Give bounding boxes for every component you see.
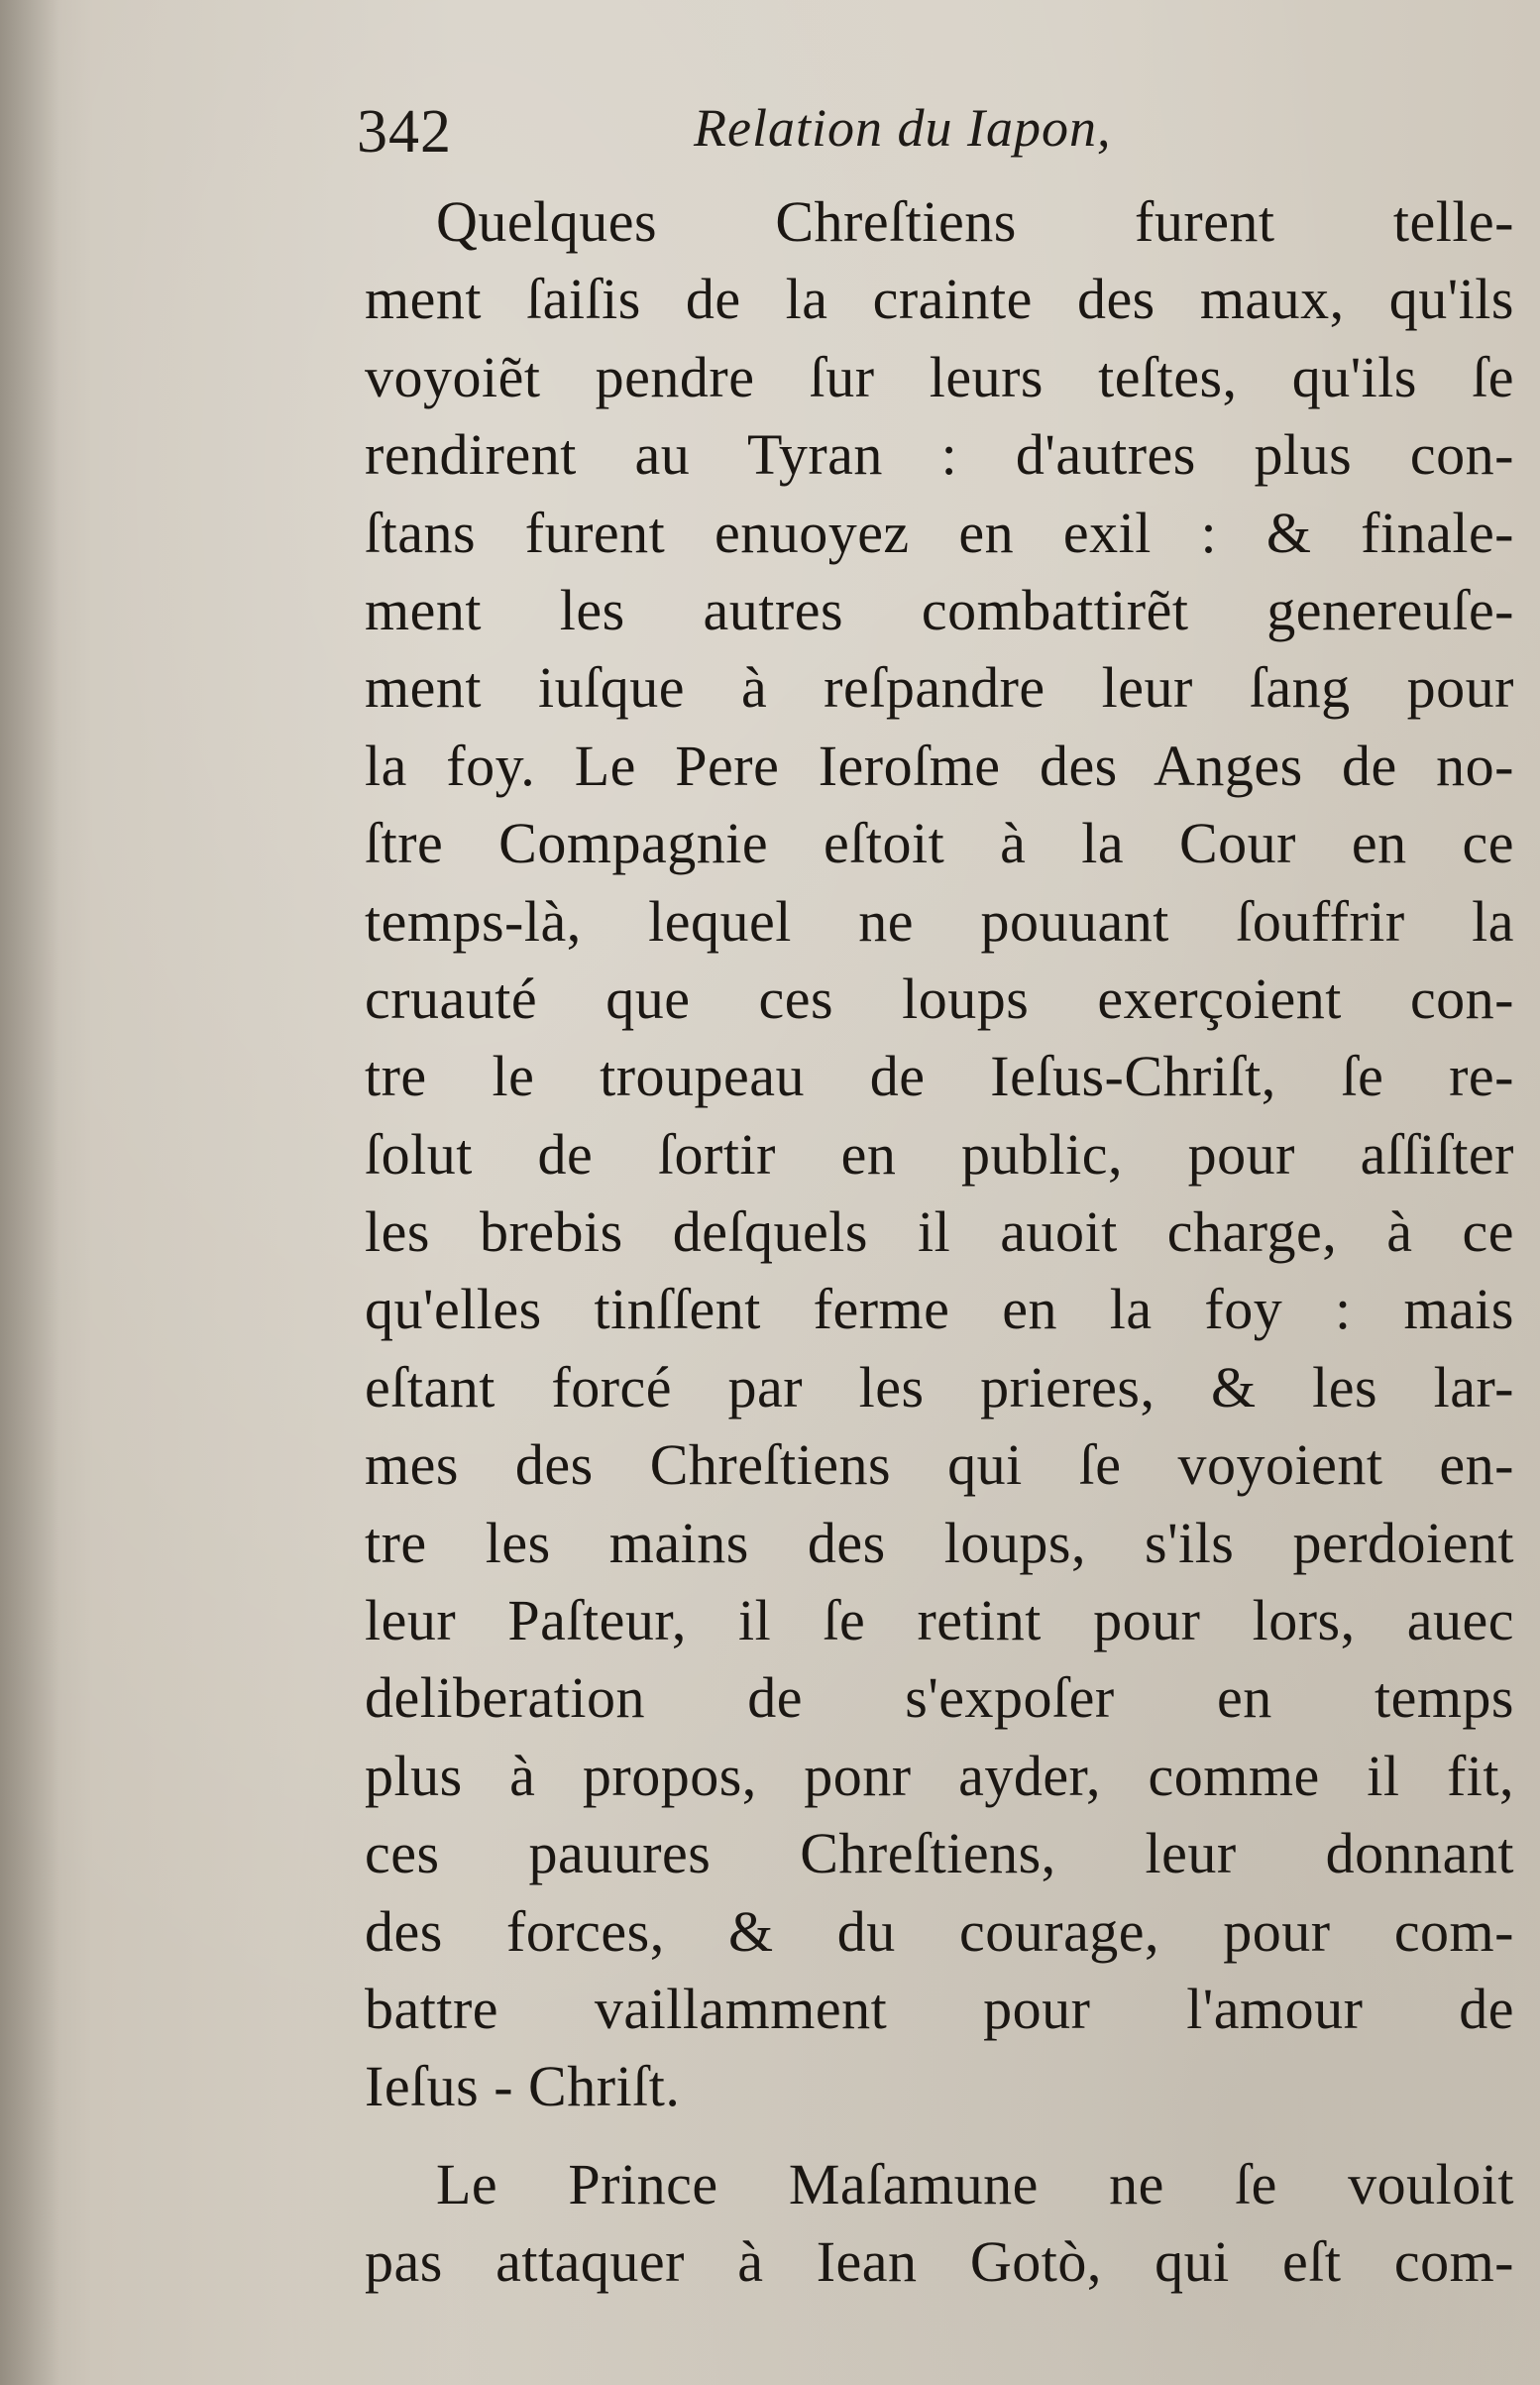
text-line: leur Paſteur, il ſe retint pour lors, auec xyxy=(365,1588,1514,1653)
text-line: mes des Chreſtiens qui ſe voyoient en- xyxy=(365,1432,1514,1498)
text-line: ment les autres combattirẽt genereuſe- xyxy=(365,577,1514,642)
text-line: tre les mains des loups, s'ils perdoient xyxy=(365,1510,1514,1575)
text-line: pas attaquer à Iean Gotò, qui eſt com- xyxy=(365,2229,1514,2295)
text-line: Le Prince Maſamune ne ſe vouloit xyxy=(436,2151,1514,2216)
text-line: des forces, & du courage, pour com- xyxy=(365,1898,1514,1964)
paragraph xyxy=(365,2146,1514,2302)
running-title: Relation du Iapon, xyxy=(694,98,1112,158)
running-head xyxy=(357,91,1506,180)
text-line: rendirent au Tyran : d'autres plus con- xyxy=(365,422,1514,488)
text-line: ces pauures Chreſtiens, leur donnant xyxy=(365,1821,1514,1886)
text-line: cruauté que ces loups exerçoient con- xyxy=(365,965,1514,1031)
text-block xyxy=(365,183,1514,2302)
text-line: ment ſaiſis de la crainte des maux, qu'ils xyxy=(365,267,1514,332)
text-line: temps-là, lequel ne pouuant ſouffrir la xyxy=(365,888,1514,954)
text-line: Quelques Chreſtiens furent telle- xyxy=(436,189,1514,254)
text-line: ſtans furent enuoyez en exil : & finale- xyxy=(365,500,1514,565)
text-line: ſolut de ſortir en public, pour aſſiſter xyxy=(365,1121,1514,1187)
text-line: voyoiẽt pendre ſur leurs teſtes, qu'ils ſe xyxy=(365,344,1514,409)
text-line: deliberation de s'expoſer en temps xyxy=(365,1665,1514,1731)
text-line: ment iuſque à reſpandre leur ſang pour xyxy=(365,655,1514,721)
text-line: tre le troupeau de Ieſus-Chriſt, ſe re- xyxy=(365,1044,1514,1109)
page-number: 342 xyxy=(357,98,452,166)
text-line: Ieſus - Chriſt. xyxy=(365,2054,681,2119)
text-line: les brebis deſquels il auoit charge, à ce xyxy=(365,1199,1514,1265)
text-line: la foy. Le Pere Ieroſme des Anges de no- xyxy=(365,733,1514,798)
paragraph-gap xyxy=(365,2126,1514,2146)
paragraph xyxy=(365,183,1514,2126)
text-line: ſtre Compagnie eſtoit à la Cour en ce xyxy=(365,811,1514,876)
text-line: plus à propos, ponr ayder, comme il fit, xyxy=(365,1743,1514,1808)
text-line: eſtant forcé par les prieres, & les lar- xyxy=(365,1354,1514,1420)
text-line: battre vaillamment pour l'amour de xyxy=(365,1976,1514,2041)
spine-shadow xyxy=(0,0,59,2385)
text-line: qu'elles tinſſent ferme en la foy : mais xyxy=(365,1277,1514,1342)
